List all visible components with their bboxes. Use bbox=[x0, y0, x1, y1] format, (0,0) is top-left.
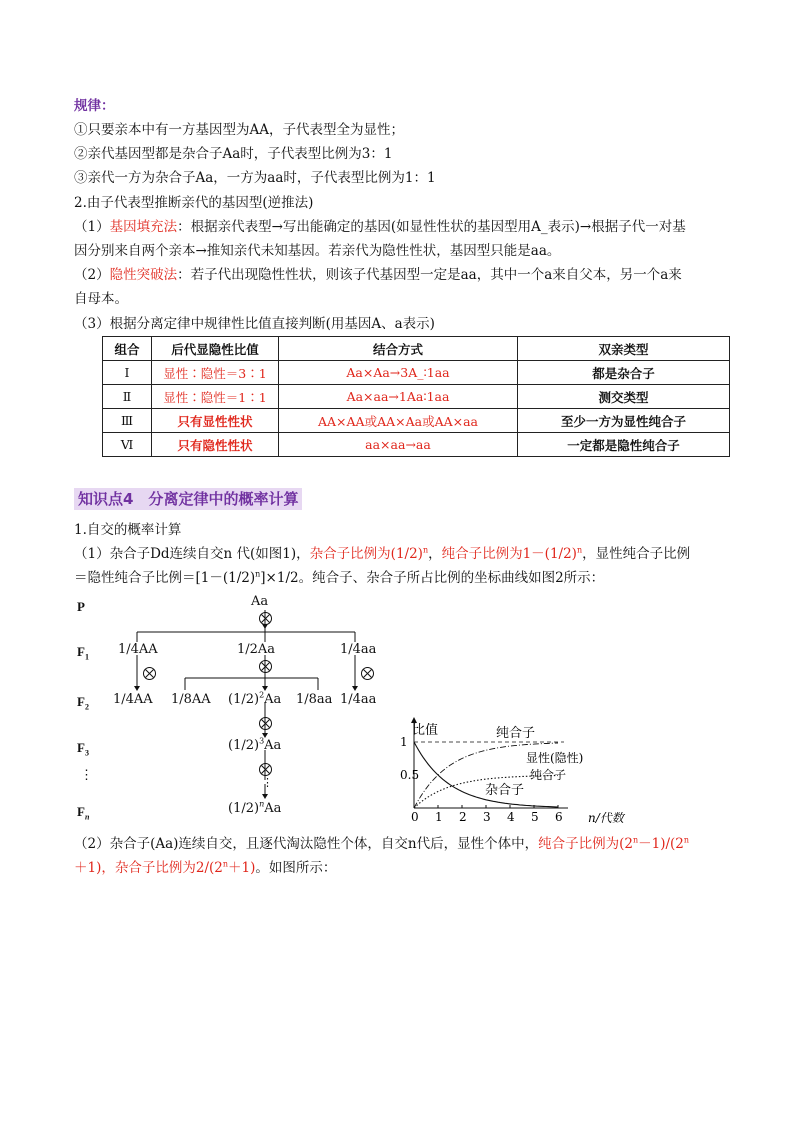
method2-name: 隐性突破法 bbox=[109, 267, 178, 283]
f1-right: 1/4aa bbox=[340, 642, 377, 657]
curve-label-het: 杂合子 bbox=[485, 783, 525, 798]
cell-group: Ⅲ bbox=[103, 409, 152, 433]
cell-cross: AA×AA或AA×Aa或AA×aa bbox=[279, 409, 518, 433]
f3-value: $(1/2)^3Aa$ bbox=[228, 736, 282, 753]
cell-parent-type: 都是杂合子 bbox=[518, 361, 730, 385]
selfing-cross-icon bbox=[259, 660, 272, 673]
chart-xlabel: n/代数 bbox=[588, 811, 624, 824]
label-f2: $F_2$ bbox=[77, 694, 89, 712]
selfing-cross-icon bbox=[259, 612, 272, 625]
cell-cross: Aa×aa→1Aa∶1aa bbox=[279, 385, 518, 409]
ratio-curve-chart bbox=[392, 716, 634, 824]
cell-parent-type: 一定都是隐性纯合子 bbox=[518, 433, 730, 457]
f2-4: 1/8aa bbox=[296, 692, 333, 707]
ellipsis-center: ⋮ bbox=[262, 776, 273, 789]
label-f3: $F_3$ bbox=[77, 740, 89, 758]
knowledge-point-4-title: 知识点4 分离定律中的概率计算 bbox=[74, 488, 302, 510]
y-tick-label: 0.5 bbox=[400, 768, 420, 782]
section2-title: 2.由子代表型推断亲代的基因型(逆推法) bbox=[74, 195, 314, 211]
x-tick-label: 3 bbox=[483, 810, 491, 824]
method1-name: 基因填充法 bbox=[109, 219, 178, 235]
f2-5: 1/4aa bbox=[340, 692, 377, 707]
label-f1: $F_1$ bbox=[77, 644, 89, 662]
rule-2: ②亲代基因型都是杂合子Aa时，子代表型比例为3：1 bbox=[74, 146, 393, 162]
fn-value: $(1/2)^nAa$ bbox=[228, 799, 282, 816]
f2-3: $(1/2)^2Aa$ bbox=[228, 690, 282, 707]
y-tick-label: 1 bbox=[400, 735, 408, 749]
f2-1: 1/4AA bbox=[113, 692, 153, 707]
x-tick-label: 1 bbox=[435, 810, 443, 824]
cell-ratio: 只有显性性状 bbox=[152, 409, 279, 433]
curve-label-dominant: 显性(隐性) bbox=[526, 751, 584, 765]
header-cross: 结合方式 bbox=[279, 337, 518, 361]
x-tick-label: 5 bbox=[531, 810, 539, 824]
cell-cross: aa×aa→aa bbox=[279, 433, 518, 457]
selfing-title: 1.自交的概率计算 bbox=[74, 522, 182, 538]
cell-parent-type: 至少一方为显性纯合子 bbox=[518, 409, 730, 433]
selfing-cross-icon bbox=[361, 667, 374, 680]
x-tick-label: 6 bbox=[555, 810, 563, 824]
method1-line2: 因分别来自两个亲本→推知亲代未知基因。若亲代为隐性性状，基因型只能是aa。 bbox=[74, 243, 561, 259]
selfing-cross-icon bbox=[259, 763, 272, 776]
para2-line2: ＋1)，杂合子比例为$2/(2^n+1)$。如图所示： bbox=[74, 859, 337, 876]
method2-line2: 自母本。 bbox=[74, 291, 128, 307]
x-tick-label: 0 bbox=[411, 810, 419, 824]
curve-label-dominant-2: 纯合子 bbox=[530, 768, 567, 782]
label-fn: $F_n$ bbox=[77, 804, 90, 822]
f1-left: 1/4AA bbox=[118, 642, 158, 657]
para2-line1: （2）杂合子(Aa)连续自交，且逐代淘汰隐性个体，自交n代后，显性个体中，纯合子比例为$(2^n-1)/(2^n$ bbox=[74, 835, 690, 852]
cell-group: Ⅰ bbox=[103, 361, 152, 385]
method3-line: （3）根据分离定律中规律性比值直接判断(用基因A、a表示) bbox=[74, 316, 435, 332]
chart-ylabel: 比值 bbox=[412, 723, 439, 738]
cell-ratio: 显性∶隐性＝1∶1 bbox=[152, 385, 279, 409]
cell-ratio: 显性∶隐性＝3∶1 bbox=[152, 361, 279, 385]
cell-group: Ⅵ bbox=[103, 433, 152, 457]
header-ratio: 后代显隐性比值 bbox=[152, 337, 279, 361]
x-tick-label: 4 bbox=[507, 810, 515, 824]
cell-group: Ⅱ bbox=[103, 385, 152, 409]
header-group: 组合 bbox=[103, 337, 152, 361]
f2-2: 1/8AA bbox=[171, 692, 211, 707]
para1-line1: （1）杂合子Dd连续自交n 代(如图1)，杂合子比例为$(1/2)^n$，纯合子比例为$1-(1/2)^n$，显性纯合子比例 bbox=[74, 545, 691, 562]
parent-aa: Aa bbox=[251, 594, 269, 609]
ellipsis-left: ⋮ bbox=[80, 768, 93, 783]
para1-line2: ＝隐性纯合子比例$=[1-(1/2)^n]\times 1/2$。纯合子、杂合子所占比例的坐标曲线如图2所示： bbox=[74, 569, 605, 586]
rule-3: ③亲代一方为杂合子Aa，一方为aa时，子代表型比例为1：1 bbox=[74, 170, 436, 186]
curve-label-pure: 纯合子 bbox=[496, 726, 536, 741]
method2-line1: （2）隐性突破法：若子代出现隐性性状，则该子代基因型一定是aa，其中一个a来自父本，另一个a来 bbox=[74, 267, 682, 283]
cell-parent-type: 测交类型 bbox=[518, 385, 730, 409]
selfing-cross-icon bbox=[143, 667, 156, 680]
method1-line1: （1）基因填充法：根据亲代表型→写出能确定的基因(如显性性状的基因型用A_表示)→根据子代一对基 bbox=[74, 219, 686, 235]
cell-cross: Aa×Aa→3A_∶1aa bbox=[279, 361, 518, 385]
x-tick-label: 2 bbox=[459, 810, 467, 824]
selfing-cross-icon bbox=[259, 717, 272, 730]
header-parent-type: 双亲类型 bbox=[518, 337, 730, 361]
rule-title: 规律： bbox=[74, 98, 115, 114]
cell-ratio: 只有隐性性状 bbox=[152, 433, 279, 457]
label-p: P bbox=[77, 599, 85, 614]
rule-1: ①只要亲本中有一方基因型为AA，子代表型全为显性； bbox=[74, 122, 404, 138]
f1-mid: 1/2Aa bbox=[237, 642, 276, 657]
